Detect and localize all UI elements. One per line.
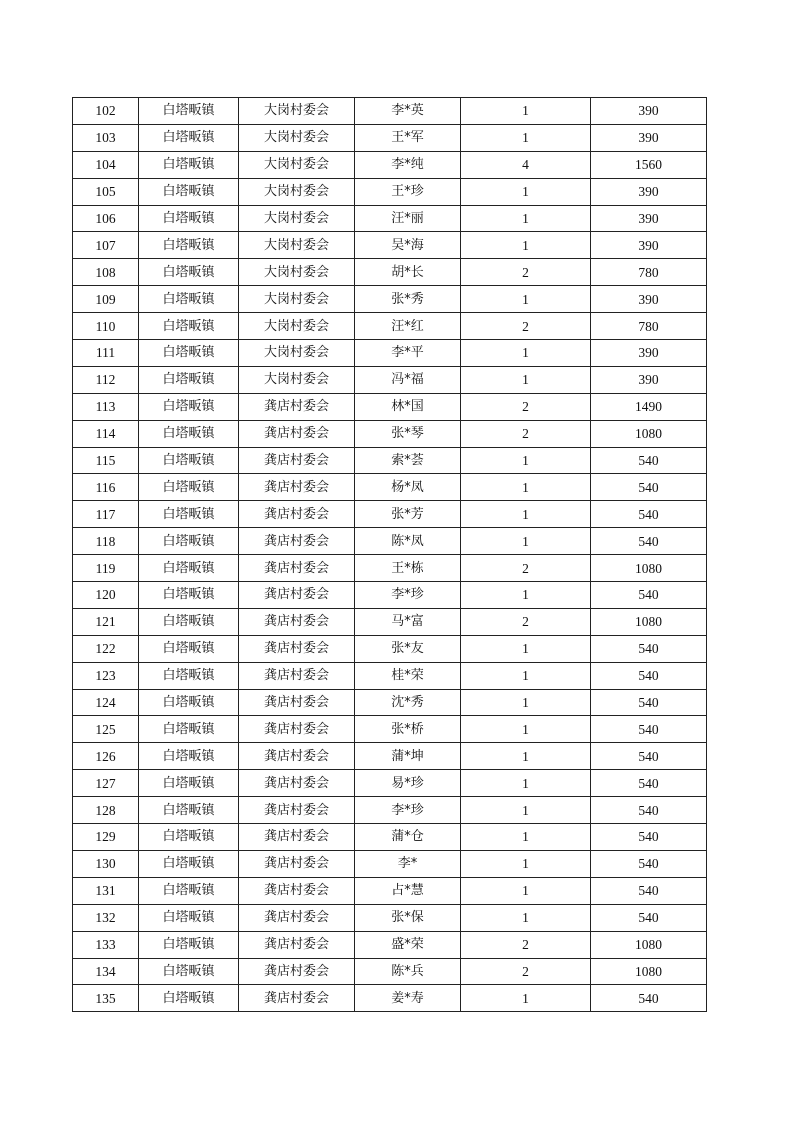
village-cell: 龚店村委会: [239, 447, 355, 474]
table-body: [73, 98, 707, 1012]
count-cell: 1: [461, 232, 591, 259]
person-name-cell: 盛*荣: [355, 931, 461, 958]
count-cell: 2: [461, 555, 591, 582]
row-number-cell: 118: [73, 528, 139, 555]
person-name-cell: 易*珍: [355, 770, 461, 797]
amount-cell: 540: [591, 824, 707, 851]
amount-cell: 390: [591, 340, 707, 367]
town-cell: 白塔畈镇: [139, 582, 239, 609]
village-cell: 大岗村委会: [239, 340, 355, 367]
count-cell: 1: [461, 501, 591, 528]
table-row: [73, 824, 707, 851]
row-number-cell: 111: [73, 340, 139, 367]
village-cell: 龚店村委会: [239, 716, 355, 743]
row-number-cell: 108: [73, 259, 139, 286]
amount-cell: 780: [591, 313, 707, 340]
village-cell: 龚店村委会: [239, 662, 355, 689]
count-cell: 1: [461, 877, 591, 904]
row-number-cell: 128: [73, 797, 139, 824]
town-cell: 白塔畈镇: [139, 958, 239, 985]
town-cell: 白塔畈镇: [139, 205, 239, 232]
count-cell: 1: [461, 447, 591, 474]
row-number-cell: 117: [73, 501, 139, 528]
subsidy-table: [72, 97, 707, 1012]
count-cell: 2: [461, 608, 591, 635]
table-row: [73, 205, 707, 232]
row-number-cell: 122: [73, 635, 139, 662]
amount-cell: 540: [591, 985, 707, 1012]
count-cell: 1: [461, 985, 591, 1012]
amount-cell: 540: [591, 904, 707, 931]
town-cell: 白塔畈镇: [139, 689, 239, 716]
row-number-cell: 104: [73, 151, 139, 178]
amount-cell: 1080: [591, 555, 707, 582]
person-name-cell: 王*栋: [355, 555, 461, 582]
person-name-cell: 李*英: [355, 98, 461, 125]
person-name-cell: 李*珍: [355, 582, 461, 609]
amount-cell: 540: [591, 582, 707, 609]
table-row: [73, 608, 707, 635]
town-cell: 白塔畈镇: [139, 770, 239, 797]
row-number-cell: 123: [73, 662, 139, 689]
village-cell: 大岗村委会: [239, 366, 355, 393]
person-name-cell: 李*纯: [355, 151, 461, 178]
amount-cell: 390: [591, 366, 707, 393]
count-cell: 1: [461, 205, 591, 232]
town-cell: 白塔畈镇: [139, 151, 239, 178]
amount-cell: 390: [591, 98, 707, 125]
amount-cell: 540: [591, 743, 707, 770]
village-cell: 龚店村委会: [239, 850, 355, 877]
person-name-cell: 李*: [355, 850, 461, 877]
person-name-cell: 桂*荣: [355, 662, 461, 689]
person-name-cell: 张*秀: [355, 286, 461, 313]
amount-cell: 540: [591, 635, 707, 662]
person-name-cell: 王*军: [355, 124, 461, 151]
person-name-cell: 张*桥: [355, 716, 461, 743]
row-number-cell: 115: [73, 447, 139, 474]
village-cell: 龚店村委会: [239, 635, 355, 662]
town-cell: 白塔畈镇: [139, 931, 239, 958]
count-cell: 2: [461, 393, 591, 420]
amount-cell: 1080: [591, 420, 707, 447]
table-row: [73, 474, 707, 501]
village-cell: 大岗村委会: [239, 151, 355, 178]
table-row: [73, 931, 707, 958]
row-number-cell: 129: [73, 824, 139, 851]
table-row: [73, 689, 707, 716]
table-row: [73, 904, 707, 931]
table-row: [73, 420, 707, 447]
row-number-cell: 120: [73, 582, 139, 609]
amount-cell: 390: [591, 124, 707, 151]
table-row: [73, 286, 707, 313]
person-name-cell: 李*珍: [355, 797, 461, 824]
person-name-cell: 杨*凤: [355, 474, 461, 501]
amount-cell: 540: [591, 662, 707, 689]
table-row: [73, 850, 707, 877]
town-cell: 白塔畈镇: [139, 178, 239, 205]
count-cell: 1: [461, 662, 591, 689]
village-cell: 大岗村委会: [239, 232, 355, 259]
count-cell: 1: [461, 124, 591, 151]
count-cell: 1: [461, 824, 591, 851]
row-number-cell: 119: [73, 555, 139, 582]
amount-cell: 540: [591, 447, 707, 474]
town-cell: 白塔畈镇: [139, 393, 239, 420]
row-number-cell: 106: [73, 205, 139, 232]
amount-cell: 540: [591, 850, 707, 877]
village-cell: 大岗村委会: [239, 286, 355, 313]
amount-cell: 390: [591, 232, 707, 259]
count-cell: 2: [461, 958, 591, 985]
village-cell: 龚店村委会: [239, 501, 355, 528]
row-number-cell: 124: [73, 689, 139, 716]
row-number-cell: 134: [73, 958, 139, 985]
table-row: [73, 958, 707, 985]
count-cell: 1: [461, 286, 591, 313]
town-cell: 白塔畈镇: [139, 635, 239, 662]
person-name-cell: 马*富: [355, 608, 461, 635]
town-cell: 白塔畈镇: [139, 340, 239, 367]
town-cell: 白塔畈镇: [139, 877, 239, 904]
town-cell: 白塔畈镇: [139, 662, 239, 689]
row-number-cell: 121: [73, 608, 139, 635]
count-cell: 1: [461, 582, 591, 609]
count-cell: 2: [461, 931, 591, 958]
table-row: [73, 501, 707, 528]
amount-cell: 1080: [591, 958, 707, 985]
count-cell: 4: [461, 151, 591, 178]
amount-cell: 540: [591, 770, 707, 797]
village-cell: 大岗村委会: [239, 259, 355, 286]
village-cell: 龚店村委会: [239, 420, 355, 447]
amount-cell: 540: [591, 689, 707, 716]
table-row: [73, 582, 707, 609]
person-name-cell: 王*珍: [355, 178, 461, 205]
town-cell: 白塔畈镇: [139, 366, 239, 393]
table-row: [73, 232, 707, 259]
town-cell: 白塔畈镇: [139, 259, 239, 286]
table-row: [73, 313, 707, 340]
village-cell: 龚店村委会: [239, 770, 355, 797]
village-cell: 龚店村委会: [239, 474, 355, 501]
person-name-cell: 张*友: [355, 635, 461, 662]
person-name-cell: 蒲*仓: [355, 824, 461, 851]
person-name-cell: 蒲*坤: [355, 743, 461, 770]
amount-cell: 390: [591, 205, 707, 232]
town-cell: 白塔畈镇: [139, 824, 239, 851]
person-name-cell: 冯*福: [355, 366, 461, 393]
person-name-cell: 汪*丽: [355, 205, 461, 232]
village-cell: 龚店村委会: [239, 958, 355, 985]
village-cell: 龚店村委会: [239, 824, 355, 851]
village-cell: 龚店村委会: [239, 904, 355, 931]
table-row: [73, 985, 707, 1012]
village-cell: 龚店村委会: [239, 743, 355, 770]
table-row: [73, 635, 707, 662]
person-name-cell: 汪*红: [355, 313, 461, 340]
count-cell: 2: [461, 313, 591, 340]
table-row: [73, 151, 707, 178]
town-cell: 白塔畈镇: [139, 232, 239, 259]
table-row: [73, 555, 707, 582]
amount-cell: 1080: [591, 931, 707, 958]
town-cell: 白塔畈镇: [139, 528, 239, 555]
row-number-cell: 125: [73, 716, 139, 743]
village-cell: 龚店村委会: [239, 555, 355, 582]
person-name-cell: 姜*寿: [355, 985, 461, 1012]
row-number-cell: 132: [73, 904, 139, 931]
row-number-cell: 112: [73, 366, 139, 393]
village-cell: 大岗村委会: [239, 178, 355, 205]
town-cell: 白塔畈镇: [139, 555, 239, 582]
count-cell: 1: [461, 716, 591, 743]
amount-cell: 780: [591, 259, 707, 286]
count-cell: 1: [461, 98, 591, 125]
row-number-cell: 114: [73, 420, 139, 447]
count-cell: 1: [461, 743, 591, 770]
count-cell: 1: [461, 178, 591, 205]
village-cell: 大岗村委会: [239, 205, 355, 232]
village-cell: 龚店村委会: [239, 689, 355, 716]
table-row: [73, 124, 707, 151]
person-name-cell: 陈*兵: [355, 958, 461, 985]
amount-cell: 540: [591, 877, 707, 904]
amount-cell: 540: [591, 797, 707, 824]
person-name-cell: 沈*秀: [355, 689, 461, 716]
amount-cell: 390: [591, 178, 707, 205]
person-name-cell: 李*平: [355, 340, 461, 367]
row-number-cell: 109: [73, 286, 139, 313]
person-name-cell: 陈*凤: [355, 528, 461, 555]
row-number-cell: 130: [73, 850, 139, 877]
count-cell: 2: [461, 259, 591, 286]
village-cell: 龚店村委会: [239, 608, 355, 635]
amount-cell: 540: [591, 528, 707, 555]
row-number-cell: 133: [73, 931, 139, 958]
person-name-cell: 张*琴: [355, 420, 461, 447]
amount-cell: 1560: [591, 151, 707, 178]
amount-cell: 1490: [591, 393, 707, 420]
count-cell: 1: [461, 850, 591, 877]
village-cell: 龚店村委会: [239, 582, 355, 609]
person-name-cell: 吴*海: [355, 232, 461, 259]
person-name-cell: 胡*长: [355, 259, 461, 286]
town-cell: 白塔畈镇: [139, 313, 239, 340]
village-cell: 龚店村委会: [239, 931, 355, 958]
village-cell: 大岗村委会: [239, 98, 355, 125]
row-number-cell: 131: [73, 877, 139, 904]
town-cell: 白塔畈镇: [139, 474, 239, 501]
row-number-cell: 127: [73, 770, 139, 797]
table-row: [73, 393, 707, 420]
table-row: [73, 178, 707, 205]
table-row: [73, 743, 707, 770]
table-row: [73, 366, 707, 393]
table-row: [73, 770, 707, 797]
village-cell: 龚店村委会: [239, 528, 355, 555]
table-row: [73, 662, 707, 689]
amount-cell: 1080: [591, 608, 707, 635]
town-cell: 白塔畈镇: [139, 797, 239, 824]
town-cell: 白塔畈镇: [139, 124, 239, 151]
town-cell: 白塔畈镇: [139, 743, 239, 770]
amount-cell: 540: [591, 501, 707, 528]
town-cell: 白塔畈镇: [139, 420, 239, 447]
count-cell: 1: [461, 797, 591, 824]
person-name-cell: 张*保: [355, 904, 461, 931]
row-number-cell: 113: [73, 393, 139, 420]
count-cell: 1: [461, 340, 591, 367]
town-cell: 白塔畈镇: [139, 447, 239, 474]
amount-cell: 390: [591, 286, 707, 313]
row-number-cell: 110: [73, 313, 139, 340]
row-number-cell: 107: [73, 232, 139, 259]
count-cell: 1: [461, 904, 591, 931]
row-number-cell: 103: [73, 124, 139, 151]
row-number-cell: 116: [73, 474, 139, 501]
count-cell: 1: [461, 528, 591, 555]
town-cell: 白塔畈镇: [139, 286, 239, 313]
row-number-cell: 105: [73, 178, 139, 205]
table-row: [73, 797, 707, 824]
table-row: [73, 340, 707, 367]
table-row: [73, 877, 707, 904]
person-name-cell: 占*慧: [355, 877, 461, 904]
town-cell: 白塔畈镇: [139, 501, 239, 528]
village-cell: 龚店村委会: [239, 985, 355, 1012]
table-row: [73, 528, 707, 555]
count-cell: 1: [461, 474, 591, 501]
town-cell: 白塔畈镇: [139, 904, 239, 931]
town-cell: 白塔畈镇: [139, 716, 239, 743]
row-number-cell: 126: [73, 743, 139, 770]
person-name-cell: 索*荟: [355, 447, 461, 474]
count-cell: 1: [461, 689, 591, 716]
table-row: [73, 98, 707, 125]
row-number-cell: 102: [73, 98, 139, 125]
count-cell: 1: [461, 366, 591, 393]
amount-cell: 540: [591, 716, 707, 743]
amount-cell: 540: [591, 474, 707, 501]
town-cell: 白塔畈镇: [139, 985, 239, 1012]
person-name-cell: 张*芳: [355, 501, 461, 528]
village-cell: 大岗村委会: [239, 313, 355, 340]
table-row: [73, 716, 707, 743]
row-number-cell: 135: [73, 985, 139, 1012]
village-cell: 大岗村委会: [239, 124, 355, 151]
person-name-cell: 林*国: [355, 393, 461, 420]
village-cell: 龚店村委会: [239, 797, 355, 824]
village-cell: 龚店村委会: [239, 877, 355, 904]
town-cell: 白塔畈镇: [139, 850, 239, 877]
count-cell: 1: [461, 770, 591, 797]
count-cell: 2: [461, 420, 591, 447]
table-row: [73, 447, 707, 474]
village-cell: 龚店村委会: [239, 393, 355, 420]
town-cell: 白塔畈镇: [139, 608, 239, 635]
count-cell: 1: [461, 635, 591, 662]
town-cell: 白塔畈镇: [139, 98, 239, 125]
table-row: [73, 259, 707, 286]
